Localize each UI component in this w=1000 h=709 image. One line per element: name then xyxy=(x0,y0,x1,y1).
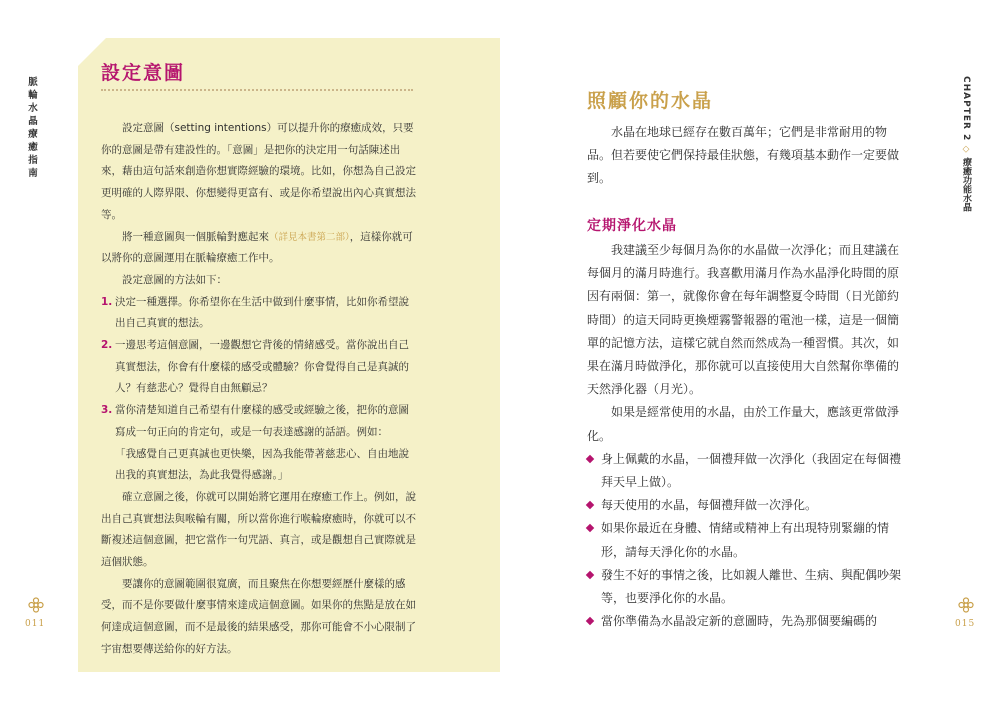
left-section-title: 設定意圖 xyxy=(101,62,186,84)
paragraph: 確立意圖之後，你就可以開始將它運用在療癒工作上。例如，說出自己真實想法與喉輪有關，所以當你進行喉輪療癒時，你就可以不斷複述這個意圖，把它當作一句咒語、真言，或是觀想自己實際就是這個狀態。 xyxy=(101,490,416,569)
paragraph: 將一種意圖與一個脈輪對應起來（詳見本書第二部），這樣你就可以將你的意圖運用在脈輪療癒工作中。 xyxy=(101,230,413,265)
diamond-icon: ◇ xyxy=(961,144,971,155)
page-number: 015 xyxy=(955,619,976,629)
paragraph: 如果是經常使用的水晶，由於工作量大，應該更常做淨化。 xyxy=(587,405,900,443)
bullet-item: 當你準備為水晶設定新的意圖時，先為那個要編碼的 xyxy=(587,610,903,633)
item-number: 1. xyxy=(101,295,113,308)
affirmation-quote: 「我感覺自己更真誠也更快樂，因為我能帶著慈悲心、自由地說出我的真實想法，為此我覺得感謝。」 xyxy=(115,447,409,482)
bullet-item: 身上佩戴的水晶，一個禮拜做一次淨化（我固定在每個禮拜天早上做）。 xyxy=(587,448,903,494)
page-number: 011 xyxy=(25,619,46,629)
paragraph: 設定意圖的方法如下： xyxy=(122,273,227,286)
diamond-bullet-icon xyxy=(586,455,594,463)
diamond-bullet-icon xyxy=(586,571,594,579)
right-side-tab xyxy=(959,76,973,212)
diamond-bullet-icon xyxy=(586,501,594,509)
subsection-heading: 定期淨化水晶 xyxy=(587,218,677,234)
flower-ornament-icon xyxy=(28,597,44,613)
numbered-item: 3. 當你清楚知道自己希望有什麼樣的感受或經驗之後，把你的意圖寫成一句正向的肯定句，或是一句表達感謝的話語。例如： xyxy=(101,400,417,443)
paragraph: 設定意圖（setting intentions）可以提升你的療癒成效，只要你的意圖是帶有建設性的。「意圖」是把你的決定用一句話陳述出來，藉由這句話來創造你想實際經驗的環境。比如，你想為自己設定更明確的人際界限、你想變得更富有、或是你希望說出內心真實想法等。 xyxy=(101,122,416,221)
numbered-item: 2. 一邊思考這個意圖，一邊觀想它背後的情緒感受。當你說出自己真實想法，你會有什麼樣的感受或體驗？你會覺得自己是真誠的人？有慈悲心？覺得自由無顧忌？ xyxy=(101,335,417,400)
chapter-title: 療癒功能水晶 xyxy=(961,157,971,212)
flower-ornament-icon xyxy=(958,597,974,613)
paragraph: 要讓你的意圖範圍很寬廣，而且聚焦在你想要經歷什麼樣的感受，而不是你要做什麼事情來達成這個意圖。如果你的焦點是放在如何達成這個意圖，而不是最後的結果感受，那你可能會不小心限制了宇宙想要傳送給你的好方法。 xyxy=(101,577,416,655)
right-body-text xyxy=(587,239,903,633)
item-number: 3. xyxy=(101,404,113,417)
paragraph: 我建議至少每個月為你的水晶做一次淨化；而且建議在每個月的滿月時進行。我喜歡用滿月作為水晶淨化時間的原因有兩個：第一，就像你會在每年調整夏令時間（日光節約時間）的這天同時更換煙霧警報器的電池一樣，這是一個簡單的記憶方法，這樣它就自然而然成為一種習慣。其次，如果在滿月時做淨化，那你就可以直接使用大自然幫你準備的天然淨化器（月光）。 xyxy=(587,243,900,397)
numbered-item: 1. 決定一種選擇。你希望你在生活中做到什麼事情，比如你希望說出自己真實的想法。 xyxy=(101,292,417,335)
left-side-tab: 脈輪水晶療癒指南 xyxy=(28,77,38,179)
bullet-item: 發生不好的事情之後，比如親人離世、生病、與配偶吵架等，也要淨化你的水晶。 xyxy=(587,564,903,610)
item-number: 2. xyxy=(101,339,113,352)
cross-reference: （詳見本書第二部） xyxy=(269,231,350,243)
left-body-text xyxy=(101,118,417,661)
bullet-item: 如果你最近在身體、情緒或精神上有出現特別緊繃的情形，請每天淨化你的水晶。 xyxy=(587,517,903,563)
diamond-bullet-icon xyxy=(586,524,594,532)
right-section-title: 照顧你的水晶 xyxy=(587,90,714,112)
diamond-bullet-icon xyxy=(586,617,594,625)
paragraph: 水晶在地球已經存在數百萬年；它們是非常耐用的物品。但若要使它們保持最佳狀態，有幾項基本動作一定要做到。 xyxy=(587,125,900,185)
chapter-label: CHAPTER 2 xyxy=(961,76,971,142)
dotted-divider xyxy=(101,89,413,91)
bullet-item: 每天使用的水晶，每個禮拜做一次淨化。 xyxy=(587,494,903,517)
right-intro xyxy=(587,121,903,190)
